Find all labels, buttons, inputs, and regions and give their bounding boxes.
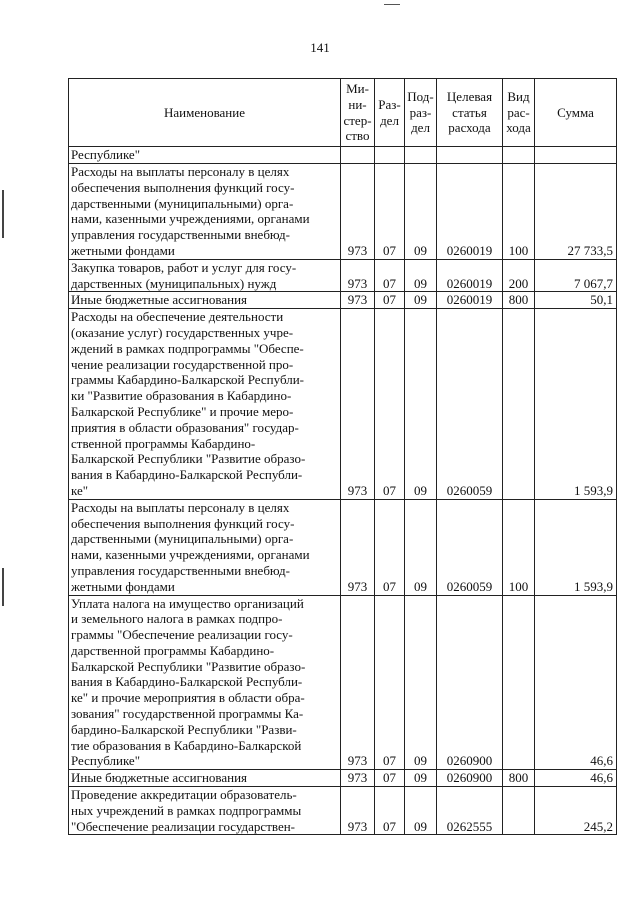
cell-sum: 1 593,9 bbox=[535, 499, 617, 595]
cell-target-article: 0260900 bbox=[437, 770, 503, 787]
table-row bbox=[69, 787, 617, 835]
cell-section: 07 bbox=[375, 595, 405, 770]
cell-name: Иные бюджетные ассигнования bbox=[69, 770, 341, 787]
cell-ministry: 973 bbox=[341, 787, 375, 835]
cell-expense-type: 200 bbox=[503, 259, 535, 292]
header-expense-type: Вид рас- хода bbox=[503, 79, 535, 147]
cell-target-article: 0260019 bbox=[437, 259, 503, 292]
cell-subsection: 09 bbox=[405, 309, 437, 500]
cell-name: Иные бюджетные ассигнования bbox=[69, 292, 341, 309]
cell-subsection: 09 bbox=[405, 163, 437, 259]
cell-sum: 245,2 bbox=[535, 787, 617, 835]
cell-section: 07 bbox=[375, 309, 405, 500]
cell-target-article: 0260900 bbox=[437, 595, 503, 770]
cell-expense-type bbox=[503, 309, 535, 500]
cell-ministry: 973 bbox=[341, 309, 375, 500]
table-row bbox=[69, 259, 617, 292]
cell-subsection: 09 bbox=[405, 292, 437, 309]
header-sum: Сумма bbox=[535, 79, 617, 147]
cell-target-article bbox=[437, 147, 503, 164]
cell-name: Республике" bbox=[69, 147, 341, 164]
cell-ministry bbox=[341, 147, 375, 164]
cell-subsection: 09 bbox=[405, 499, 437, 595]
cell-ministry: 973 bbox=[341, 292, 375, 309]
cell-name: Расходы на выплаты персоналу в целях обеспечения выполнения функций госу- дарственными (муниципальными) орга- нами, казенными учреждениями, органами управления государственными внебюд- жетными фондами bbox=[69, 499, 341, 595]
header-subsection: Под- раз- дел bbox=[405, 79, 437, 147]
cell-ministry: 973 bbox=[341, 595, 375, 770]
header-name: Наименование bbox=[69, 79, 341, 147]
cell-subsection bbox=[405, 147, 437, 164]
cell-subsection: 09 bbox=[405, 787, 437, 835]
cell-sum: 7 067,7 bbox=[535, 259, 617, 292]
cell-expense-type bbox=[503, 787, 535, 835]
cell-section: 07 bbox=[375, 163, 405, 259]
cell-ministry: 973 bbox=[341, 163, 375, 259]
scan-mark-left-1 bbox=[2, 190, 4, 238]
cell-subsection: 09 bbox=[405, 259, 437, 292]
cell-target-article: 0260019 bbox=[437, 292, 503, 309]
table-row bbox=[69, 595, 617, 770]
cell-sum: 50,1 bbox=[535, 292, 617, 309]
cell-expense-type: 800 bbox=[503, 770, 535, 787]
cell-name: Расходы на выплаты персоналу в целях обеспечения выполнения функций госу- дарственными (муниципальными) орга- нами, казенными учреждениями, органами управления государственными внебюд- жетными фондами bbox=[69, 163, 341, 259]
cell-name: Проведение аккредитации образователь- ных учреждений в рамках подпрограммы "Обеспечение реализации государствен- bbox=[69, 787, 341, 835]
cell-expense-type bbox=[503, 147, 535, 164]
table-row bbox=[69, 292, 617, 309]
cell-section: 07 bbox=[375, 499, 405, 595]
cell-section: 07 bbox=[375, 259, 405, 292]
cell-section: 07 bbox=[375, 292, 405, 309]
scan-mark-top bbox=[384, 4, 400, 5]
cell-expense-type bbox=[503, 595, 535, 770]
cell-sum: 27 733,5 bbox=[535, 163, 617, 259]
table-body bbox=[69, 147, 617, 835]
cell-name: Уплата налога на имущество организаций и земельного налога в рамках подпро- граммы "Обеспечение реализации госу- дарственной программы Кабардино- Балкарской Республики "Развитие образо- вания в Кабардино-Балкарской Республи- ке" и прочие мероприятия в области обра- зования" государственной программы Ка- бардино-Балкарской Республики "Разви- тие образования в Кабардино-Балкарской Республике" bbox=[69, 595, 341, 770]
cell-ministry: 973 bbox=[341, 499, 375, 595]
cell-ministry: 973 bbox=[341, 770, 375, 787]
cell-sum: 46,6 bbox=[535, 595, 617, 770]
cell-target-article: 0260059 bbox=[437, 309, 503, 500]
table-row bbox=[69, 147, 617, 164]
cell-expense-type: 100 bbox=[503, 499, 535, 595]
table-row bbox=[69, 163, 617, 259]
cell-expense-type: 800 bbox=[503, 292, 535, 309]
table-header-row bbox=[69, 79, 617, 147]
cell-sum: 1 593,9 bbox=[535, 309, 617, 500]
cell-target-article: 0262555 bbox=[437, 787, 503, 835]
cell-ministry: 973 bbox=[341, 259, 375, 292]
cell-name: Закупка товаров, работ и услуг для госу- дарственных (муниципальных) нужд bbox=[69, 259, 341, 292]
page-number: 141 bbox=[310, 40, 330, 55]
cell-subsection: 09 bbox=[405, 770, 437, 787]
table-row bbox=[69, 499, 617, 595]
cell-section: 07 bbox=[375, 770, 405, 787]
cell-section bbox=[375, 147, 405, 164]
cell-target-article: 0260019 bbox=[437, 163, 503, 259]
cell-name: Расходы на обеспечение деятельности (оказание услуг) государственных учре- ждений в рамках подпрограммы "Обеспе- чение реализации государственной про- граммы Кабардино-Балкарской Республи- ки "Развитие образования в Кабардино- Балкарской Республике" и прочие меро- приятия в области образования" государ- ственной программы Кабардино- Балкарской Республики "Развитие образо- вания в Кабардино-Балкарской Республи- ке" bbox=[69, 309, 341, 500]
cell-expense-type: 100 bbox=[503, 163, 535, 259]
header-target-article: Целевая статья расхода bbox=[437, 79, 503, 147]
cell-sum: 46,6 bbox=[535, 770, 617, 787]
header-section: Раз- дел bbox=[375, 79, 405, 147]
cell-target-article: 0260059 bbox=[437, 499, 503, 595]
cell-subsection: 09 bbox=[405, 595, 437, 770]
cell-section: 07 bbox=[375, 787, 405, 835]
table-row bbox=[69, 770, 617, 787]
table-row bbox=[69, 309, 617, 500]
header-ministry: Ми- ни- стер- ство bbox=[341, 79, 375, 147]
scan-mark-left-2 bbox=[2, 568, 4, 606]
cell-sum bbox=[535, 147, 617, 164]
budget-table bbox=[68, 78, 617, 835]
